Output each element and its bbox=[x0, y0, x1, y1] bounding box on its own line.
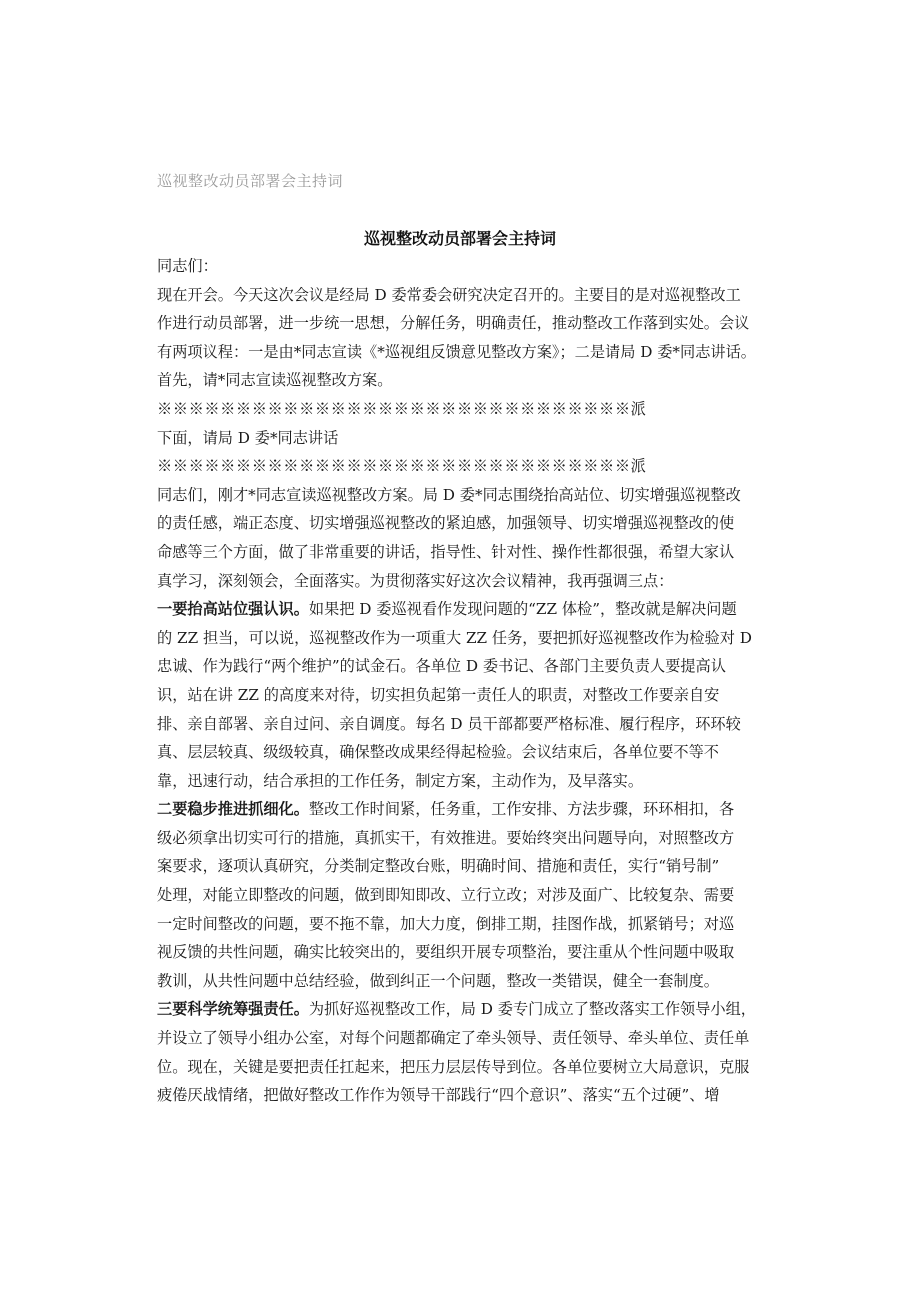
line-text: 整改工作时间紧，任务重，工作安排、方法步骤，环环相扣，各 bbox=[308, 800, 735, 819]
line-text: 疲倦厌战情绪，把做好整改工作作为领导干部践行“四个意识”、落实“五个过硬”、增 bbox=[157, 1086, 720, 1105]
text-line bbox=[157, 852, 767, 881]
line-text: 现在开会。今天这次会议是经局 D 委常委会研究决定召开的。主要目的是对巡视整改工 bbox=[157, 285, 741, 304]
line-text: 位。现在，关键是要把责任扛起来，把压力层层传导到位。各单位要树立大局意识，克服 bbox=[157, 1057, 750, 1076]
line-text: 为抓好巡视整改工作，局 D 委专门成立了整改落实工作领导小组， bbox=[308, 1000, 756, 1019]
line-text: 级必须拿出切实可行的措施，真抓实干，有效推进。要始终突出问题导向，对照整改方 bbox=[157, 828, 735, 847]
text-line bbox=[157, 395, 767, 424]
line-text: 忠诚、作为践行“两个维护”的试金石。各单位 D 委书记、各部门主要负责人要提高认 bbox=[157, 657, 726, 676]
line-text: ※※※※※※※※※※※※※※※※※※※※※※※※※※※※※※派 bbox=[157, 399, 647, 418]
text-line bbox=[157, 338, 767, 367]
line-text: 下面，请局 D 委*同志讲话 bbox=[157, 428, 339, 447]
text-line bbox=[157, 767, 767, 796]
section-heading: 一要抬高站位强认识。 bbox=[157, 600, 309, 619]
text-line bbox=[157, 595, 767, 624]
line-text: 的责任感，端正态度、切实增强巡视整改的紧迫感，加强领导、切实增强巡视整改的使 bbox=[157, 514, 735, 533]
text-line bbox=[157, 995, 767, 1024]
text-line bbox=[157, 738, 767, 767]
line-text: 真、层层较真、级级较真，确保整改成果经得起检验。会议结束后，各单位要不等不 bbox=[157, 743, 719, 762]
text-line bbox=[157, 538, 767, 567]
running-header: 巡视整改动员部署会主持词 bbox=[157, 172, 344, 190]
line-text: 视反馈的共性问题，确实比较突出的，要组织开展专项整治，要注重从个性问题中吸取 bbox=[157, 943, 735, 962]
line-text: 真学习，深刻领会，全面落实。为贯彻落实好这次会议精神，我再强调三点： bbox=[157, 571, 674, 590]
line-text: 有两项议程：一是由*同志宣读《*巡视组反馈意见整改方案》；二是请局 D 委*同志讲话。 bbox=[157, 342, 756, 361]
text-line bbox=[157, 252, 767, 281]
text-line bbox=[157, 967, 767, 996]
section-heading: 三要科学统筹强责任。 bbox=[157, 1000, 309, 1019]
line-text: 处理，对能立即整改的问题，做到即知即改、立行立改；对涉及面广、比较复杂、需要 bbox=[157, 886, 735, 905]
line-text: 的 ZZ 担当，可以说，巡视整改作为一项重大 ZZ 任务，要把抓好巡视整改作为检验对 D bbox=[157, 628, 752, 647]
text-line bbox=[157, 309, 767, 338]
text-line bbox=[157, 910, 767, 939]
line-text: 靠，迅速行动，结合承担的工作任务，制定方案，主动作为，及早落实。 bbox=[157, 771, 643, 790]
line-text: 识，站在讲 ZZ 的高度来对待，切实担负起第一责任人的职责，对整改工作要亲自安 bbox=[157, 685, 720, 704]
text-line bbox=[157, 567, 767, 596]
document-title: 巡视整改动员部署会主持词 bbox=[363, 229, 556, 248]
text-line bbox=[157, 424, 767, 453]
text-line bbox=[157, 509, 767, 538]
text-line bbox=[157, 481, 767, 510]
line-text: 教训，从共性问题中总结经验，做到纠正一个问题，整改一类错误，健全一套制度。 bbox=[157, 971, 719, 990]
text-line bbox=[157, 281, 767, 310]
line-text: 命感等三个方面，做了非常重要的讲话，指导性、针对性、操作性都很强，希望大家认 bbox=[157, 542, 735, 561]
line-text: 案要求，逐项认真研究，分类制定整改台账，明确时间、措施和责任，实行“销号制” bbox=[157, 857, 720, 876]
text-line bbox=[157, 366, 767, 395]
text-line bbox=[157, 824, 767, 853]
line-text: 首先，请*同志宣读巡视整改方案。 bbox=[157, 371, 393, 390]
text-line bbox=[157, 624, 767, 653]
line-text: 一定时间整改的问题，要不拖不靠，加大力度，倒排工期，挂图作战，抓紧销号；对巡 bbox=[157, 914, 735, 933]
text-line bbox=[157, 652, 767, 681]
text-line bbox=[157, 881, 767, 910]
document-body bbox=[157, 252, 767, 1110]
text-line bbox=[157, 681, 767, 710]
line-text: 同志们： bbox=[157, 257, 218, 275]
line-text: 并设立了领导小组办公室，对每个问题都确定了牵头领导、责任领导、牵头单位、责任单 bbox=[157, 1029, 750, 1048]
line-text: 排、亲自部署、亲自过问、亲自调度。每名 D 员干部都要严格标准、履行程序，环环较 bbox=[157, 714, 741, 733]
line-text: 作进行动员部署，进一步统一思想，分解任务，明确责任，推动整改工作落到实处。会议 bbox=[157, 314, 750, 333]
text-line bbox=[157, 1053, 767, 1082]
text-line bbox=[157, 1024, 767, 1053]
text-line bbox=[157, 938, 767, 967]
section-heading: 二要稳步推进抓细化。 bbox=[157, 800, 309, 819]
line-text: ※※※※※※※※※※※※※※※※※※※※※※※※※※※※※※派 bbox=[157, 457, 647, 476]
text-line bbox=[157, 795, 767, 824]
text-line bbox=[157, 710, 767, 739]
line-text: 如果把 D 委巡视看作发现问题的“ZZ 体检”，整改就是解决问题 bbox=[308, 600, 737, 619]
text-line bbox=[157, 452, 767, 481]
line-text: 同志们，刚才*同志宣读巡视整改方案。局 D 委*同志围绕抬高站位、切实增强巡视整改 bbox=[157, 485, 741, 504]
text-line bbox=[157, 1081, 767, 1110]
